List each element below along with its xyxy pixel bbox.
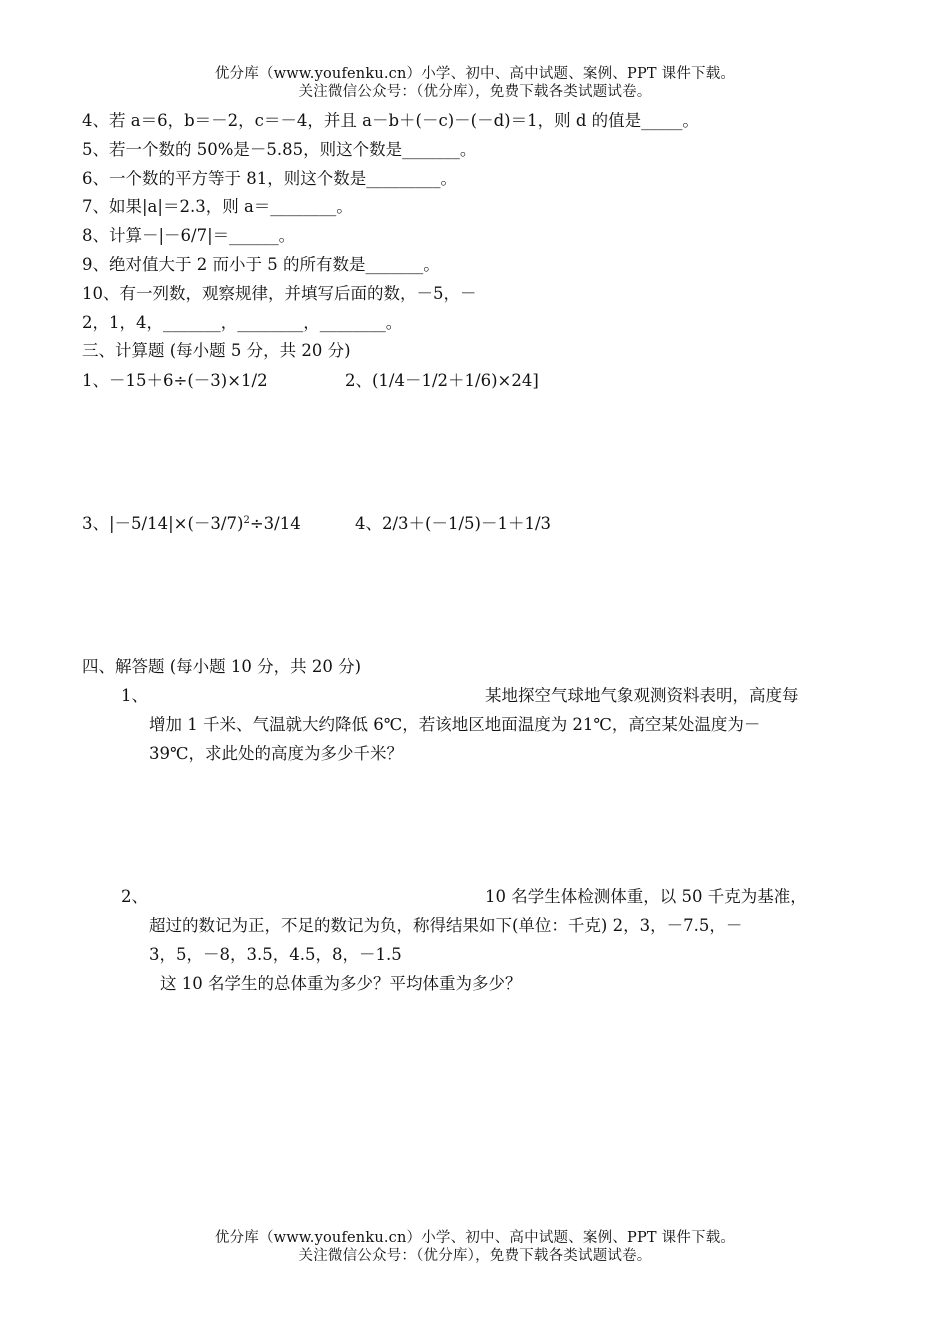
- problem-1-line-2: 增加 1 千米、气温就大约降低 6℃，若该地区地面温度为 21℃，高空某处温度为－: [149, 715, 761, 734]
- header-line-1: 优分库（www.youfenku.cn）小学、初中、高中试题、案例、PPT 课件下载。: [214, 66, 736, 82]
- calc-question-2: 2、(1/4－1/2＋1/6)×24]: [345, 371, 539, 390]
- problem-2-line-1: 10 名学生体检测体重，以 50 千克为基准，: [485, 887, 807, 906]
- fill-question-5: 5、若一个数的 50%是－5.85，则这个数是_______。: [82, 140, 477, 159]
- problem-1-number: 1、: [121, 686, 148, 705]
- fill-question-8: 8、计算－|－6/7|＝______。: [82, 226, 296, 245]
- header-line-2: 关注微信公众号：（优分库），免费下载各类试题试卷。: [298, 84, 652, 100]
- problem-1-line-3: 39℃，求此处的高度为多少千米？: [149, 744, 403, 763]
- problem-2-line-2: 超过的数记为正，不足的数记为负，称得结果如下(单位：千克) 2，3，－7.5，－: [149, 916, 743, 935]
- calc-question-3: [82, 513, 301, 535]
- solve-section-title: 四、解答题 (每小题 10 分，共 20 分): [82, 657, 362, 676]
- fill-question-10-line-2: 2，1，4，_______，________，________。: [82, 313, 403, 332]
- calc-question-4: 4、2/3＋(－1/5)－1＋1/3: [355, 514, 552, 533]
- calc-section-title: 三、计算题 (每小题 5 分，共 20 分): [82, 341, 351, 360]
- fill-question-7: 7、如果|a|＝2.3，则 a＝________。: [82, 197, 353, 216]
- calc-question-3-tail: ÷3/14: [249, 514, 301, 533]
- calc-question-3-base: 3、|－5/14|×(－3/7): [82, 514, 244, 533]
- problem-2-line-3: 3，5，－8，3.5，4.5，8，－1.5: [149, 945, 402, 964]
- fill-question-4: 4、若 a＝6，b＝－2，c＝－4，并且 a－b＋(－c)－(－d)＝1，则 d 的值是_____。: [82, 111, 699, 130]
- problem-2-number: 2、: [121, 887, 148, 906]
- fill-question-6: 6、一个数的平方等于 81，则这个数是_________。: [82, 169, 457, 188]
- problem-2-line-4: 这 10 名学生的总体重为多少？平均体重为多少？: [160, 974, 522, 993]
- fill-question-9: 9、绝对值大于 2 而小于 5 的所有数是_______。: [82, 255, 440, 274]
- footer-line-1: 优分库（www.youfenku.cn）小学、初中、高中试题、案例、PPT 课件下载。: [214, 1230, 736, 1246]
- problem-1-line-1: 某地探空气球地气象观测资料表明，高度每: [485, 686, 799, 705]
- calc-question-1: 1、－15＋6÷(－3)×1/2: [82, 371, 268, 390]
- fill-question-10-line-1: 10、有一列数，观察规律，并填写后面的数，－5，－: [82, 284, 477, 303]
- calc-question-3-exponent: 2: [243, 515, 250, 526]
- footer-line-2: 关注微信公众号：（优分库），免费下载各类试题试卷。: [298, 1248, 652, 1264]
